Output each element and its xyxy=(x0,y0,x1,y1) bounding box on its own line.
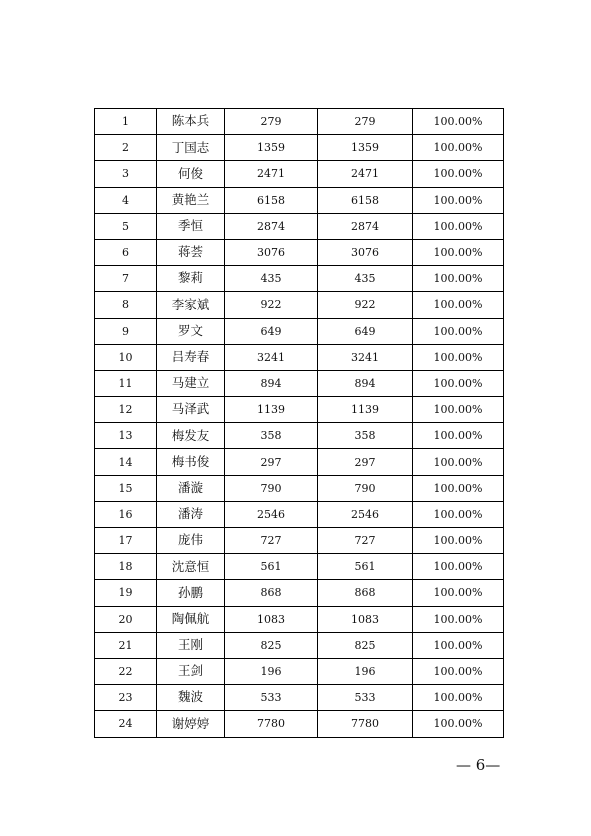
row-number-cell: 13 xyxy=(95,423,157,449)
table-body xyxy=(95,109,504,738)
value-b-cell: 279 xyxy=(318,109,413,135)
percentage-cell: 100.00% xyxy=(413,606,504,632)
value-a-cell: 561 xyxy=(225,554,318,580)
name-cell: 王刚 xyxy=(157,632,225,658)
table-row xyxy=(95,658,504,684)
value-a-cell: 7780 xyxy=(225,711,318,737)
table-row xyxy=(95,370,504,396)
value-b-cell: 2546 xyxy=(318,501,413,527)
value-a-cell: 297 xyxy=(225,449,318,475)
name-cell: 梅发友 xyxy=(157,423,225,449)
row-number-cell: 19 xyxy=(95,580,157,606)
value-b-cell: 1139 xyxy=(318,397,413,423)
name-cell: 李家斌 xyxy=(157,292,225,318)
name-cell: 蒋荟 xyxy=(157,239,225,265)
name-cell: 谢婷婷 xyxy=(157,711,225,737)
name-cell: 何俊 xyxy=(157,161,225,187)
value-a-cell: 1083 xyxy=(225,606,318,632)
percentage-cell: 100.00% xyxy=(413,711,504,737)
percentage-cell: 100.00% xyxy=(413,109,504,135)
row-number-cell: 14 xyxy=(95,449,157,475)
row-number-cell: 22 xyxy=(95,658,157,684)
percentage-cell: 100.00% xyxy=(413,528,504,554)
name-cell: 吕寿春 xyxy=(157,344,225,370)
table-row xyxy=(95,501,504,527)
data-table xyxy=(94,108,504,738)
row-number-cell: 5 xyxy=(95,213,157,239)
row-number-cell: 1 xyxy=(95,109,157,135)
value-a-cell: 727 xyxy=(225,528,318,554)
row-number-cell: 7 xyxy=(95,266,157,292)
row-number-cell: 23 xyxy=(95,685,157,711)
value-b-cell: 2874 xyxy=(318,213,413,239)
table-row xyxy=(95,580,504,606)
row-number-cell: 3 xyxy=(95,161,157,187)
value-b-cell: 3241 xyxy=(318,344,413,370)
value-a-cell: 2546 xyxy=(225,501,318,527)
value-a-cell: 435 xyxy=(225,266,318,292)
row-number-cell: 24 xyxy=(95,711,157,737)
percentage-cell: 100.00% xyxy=(413,658,504,684)
value-b-cell: 196 xyxy=(318,658,413,684)
value-a-cell: 825 xyxy=(225,632,318,658)
percentage-cell: 100.00% xyxy=(413,475,504,501)
name-cell: 庞伟 xyxy=(157,528,225,554)
value-b-cell: 3076 xyxy=(318,239,413,265)
name-cell: 陈本兵 xyxy=(157,109,225,135)
table-row xyxy=(95,213,504,239)
table-row xyxy=(95,187,504,213)
value-b-cell: 649 xyxy=(318,318,413,344)
name-cell: 罗文 xyxy=(157,318,225,344)
name-cell: 黄艳兰 xyxy=(157,187,225,213)
value-b-cell: 358 xyxy=(318,423,413,449)
row-number-cell: 21 xyxy=(95,632,157,658)
table-row xyxy=(95,423,504,449)
percentage-cell: 100.00% xyxy=(413,580,504,606)
value-a-cell: 3241 xyxy=(225,344,318,370)
name-cell: 丁国志 xyxy=(157,135,225,161)
name-cell: 梅书俊 xyxy=(157,449,225,475)
value-a-cell: 533 xyxy=(225,685,318,711)
row-number-cell: 9 xyxy=(95,318,157,344)
value-a-cell: 196 xyxy=(225,658,318,684)
table-row xyxy=(95,449,504,475)
value-b-cell: 868 xyxy=(318,580,413,606)
percentage-cell: 100.00% xyxy=(413,187,504,213)
table-row xyxy=(95,685,504,711)
value-b-cell: 727 xyxy=(318,528,413,554)
table-row xyxy=(95,528,504,554)
percentage-cell: 100.00% xyxy=(413,135,504,161)
value-a-cell: 894 xyxy=(225,370,318,396)
value-a-cell: 2874 xyxy=(225,213,318,239)
name-cell: 孙鹏 xyxy=(157,580,225,606)
row-number-cell: 4 xyxy=(95,187,157,213)
name-cell: 魏波 xyxy=(157,685,225,711)
row-number-cell: 8 xyxy=(95,292,157,318)
value-a-cell: 358 xyxy=(225,423,318,449)
value-b-cell: 561 xyxy=(318,554,413,580)
name-cell: 陶佩航 xyxy=(157,606,225,632)
value-a-cell: 649 xyxy=(225,318,318,344)
table-row xyxy=(95,109,504,135)
row-number-cell: 17 xyxy=(95,528,157,554)
percentage-cell: 100.00% xyxy=(413,632,504,658)
value-b-cell: 894 xyxy=(318,370,413,396)
value-b-cell: 790 xyxy=(318,475,413,501)
value-b-cell: 297 xyxy=(318,449,413,475)
percentage-cell: 100.00% xyxy=(413,161,504,187)
name-cell: 王剑 xyxy=(157,658,225,684)
name-cell: 马泽武 xyxy=(157,397,225,423)
value-b-cell: 922 xyxy=(318,292,413,318)
percentage-cell: 100.00% xyxy=(413,554,504,580)
table-row xyxy=(95,161,504,187)
value-b-cell: 7780 xyxy=(318,711,413,737)
row-number-cell: 12 xyxy=(95,397,157,423)
row-number-cell: 2 xyxy=(95,135,157,161)
percentage-cell: 100.00% xyxy=(413,266,504,292)
value-a-cell: 6158 xyxy=(225,187,318,213)
value-a-cell: 2471 xyxy=(225,161,318,187)
row-number-cell: 16 xyxy=(95,501,157,527)
value-b-cell: 2471 xyxy=(318,161,413,187)
value-a-cell: 922 xyxy=(225,292,318,318)
percentage-cell: 100.00% xyxy=(413,423,504,449)
percentage-cell: 100.00% xyxy=(413,685,504,711)
table-row xyxy=(95,239,504,265)
table-row xyxy=(95,135,504,161)
table-row xyxy=(95,266,504,292)
percentage-cell: 100.00% xyxy=(413,449,504,475)
table-row xyxy=(95,711,504,737)
table-row xyxy=(95,606,504,632)
table-row xyxy=(95,475,504,501)
row-number-cell: 6 xyxy=(95,239,157,265)
table-row xyxy=(95,554,504,580)
table-row xyxy=(95,344,504,370)
table-row xyxy=(95,632,504,658)
row-number-cell: 11 xyxy=(95,370,157,396)
row-number-cell: 10 xyxy=(95,344,157,370)
row-number-cell: 20 xyxy=(95,606,157,632)
page-number: — 6— xyxy=(456,756,501,774)
row-number-cell: 18 xyxy=(95,554,157,580)
percentage-cell: 100.00% xyxy=(413,397,504,423)
percentage-cell: 100.00% xyxy=(413,213,504,239)
percentage-cell: 100.00% xyxy=(413,344,504,370)
name-cell: 沈意恒 xyxy=(157,554,225,580)
name-cell: 季恒 xyxy=(157,213,225,239)
name-cell: 潘漩 xyxy=(157,475,225,501)
percentage-cell: 100.00% xyxy=(413,370,504,396)
value-b-cell: 1083 xyxy=(318,606,413,632)
name-cell: 马建立 xyxy=(157,370,225,396)
value-a-cell: 790 xyxy=(225,475,318,501)
percentage-cell: 100.00% xyxy=(413,239,504,265)
percentage-cell: 100.00% xyxy=(413,501,504,527)
value-b-cell: 825 xyxy=(318,632,413,658)
value-a-cell: 868 xyxy=(225,580,318,606)
table-row xyxy=(95,397,504,423)
percentage-cell: 100.00% xyxy=(413,292,504,318)
value-b-cell: 6158 xyxy=(318,187,413,213)
name-cell: 潘涛 xyxy=(157,501,225,527)
value-b-cell: 435 xyxy=(318,266,413,292)
table-row xyxy=(95,318,504,344)
table-row xyxy=(95,292,504,318)
value-b-cell: 1359 xyxy=(318,135,413,161)
value-a-cell: 1359 xyxy=(225,135,318,161)
percentage-cell: 100.00% xyxy=(413,318,504,344)
row-number-cell: 15 xyxy=(95,475,157,501)
name-cell: 黎莉 xyxy=(157,266,225,292)
value-b-cell: 533 xyxy=(318,685,413,711)
value-a-cell: 1139 xyxy=(225,397,318,423)
value-a-cell: 279 xyxy=(225,109,318,135)
value-a-cell: 3076 xyxy=(225,239,318,265)
